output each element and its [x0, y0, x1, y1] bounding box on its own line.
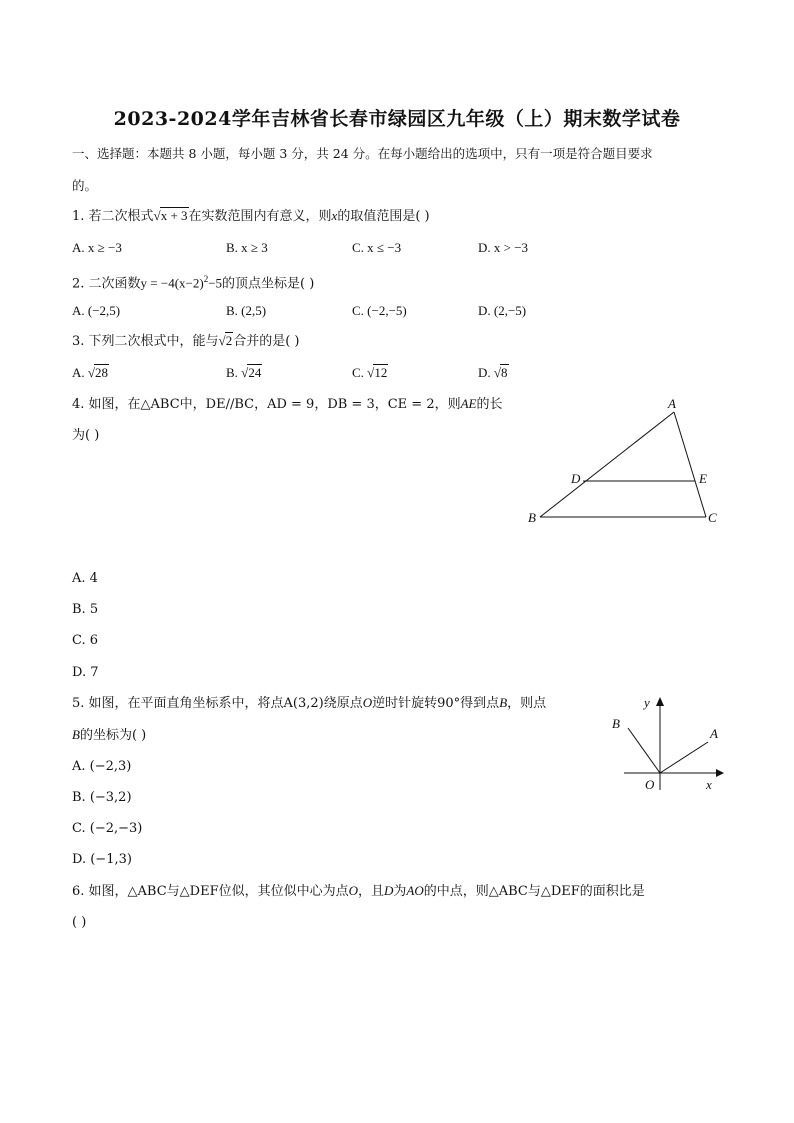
q2-option-d[interactable]: D. (2,−5) — [478, 303, 527, 318]
page-title: 2023-2024学年吉林省长春市绿园区九年级（上）期末数学试卷 — [113, 108, 681, 130]
q3-option-b-sqrt: √24 — [241, 365, 262, 380]
q5-text-pre: 5. 如图，在平面直角坐标系中，将点A(3,2)绕原点 — [72, 696, 363, 711]
q2-expr-end: −5 — [208, 275, 223, 291]
question-6-cont: ( ) — [72, 915, 87, 930]
q3-option-b-radicand: 24 — [248, 365, 262, 380]
q6-text-end: 的中点，则△ABC与△DEF的面积比是 — [423, 884, 645, 899]
segment-ob — [628, 728, 660, 773]
q1-var: x — [331, 208, 338, 223]
label-e: E — [699, 471, 707, 486]
question-6 — [72, 882, 645, 901]
q3-option-b[interactable] — [226, 364, 262, 382]
q1-text-mid: 在实数范围内有意义，则 — [188, 209, 332, 224]
q3-option-c-label: C. — [352, 365, 364, 380]
q3-text-pre: 3. 下列二次根式中，能与 — [72, 334, 219, 349]
q4-triangle-figure — [520, 392, 730, 532]
q4-option-d[interactable]: D. 7 — [72, 665, 99, 680]
q5-o: O — [362, 695, 373, 710]
q1-text-end: 的取值范围是( ) — [337, 209, 430, 224]
q2-text-pre: 2. 二次函数 — [72, 276, 141, 292]
q6-ao: AO — [406, 883, 424, 898]
question-4 — [72, 395, 503, 414]
q3-option-a-label: A. — [72, 365, 85, 380]
q3-option-d-radicand: 8 — [501, 365, 508, 380]
q1-radicand: x + 3 — [160, 208, 188, 223]
label-b: B — [612, 716, 620, 731]
q2-option-a[interactable]: A. (−2,5) — [72, 303, 121, 318]
label-d: D — [571, 471, 581, 486]
segment-oa — [660, 742, 708, 773]
q3-option-d-label: D. — [478, 365, 491, 380]
q3-option-b-label: B. — [226, 365, 238, 380]
q5-option-d[interactable]: D. (−1,3) — [72, 852, 132, 867]
q6-text-mid2: 为 — [393, 884, 407, 899]
q3-option-c-sqrt: √12 — [367, 365, 388, 380]
q1-text-pre: 1. 若二次根式 — [72, 209, 154, 224]
segment-ab — [540, 412, 674, 517]
q1-option-c[interactable]: C. x ≤ −3 — [352, 240, 402, 255]
q3-option-c-radicand: 12 — [374, 365, 388, 380]
q5-b: B — [499, 695, 508, 710]
question-5 — [72, 694, 546, 713]
question-2 — [72, 270, 314, 293]
q3-option-a[interactable] — [72, 364, 109, 382]
q5-text-end: ，则点 — [507, 696, 547, 711]
q5-text2: 的坐标为( ) — [79, 728, 147, 743]
q4-text: 4. 如图，在△ABC中，DE//BC，AD = 9，DB = 3，CE = 2，则 — [72, 397, 461, 412]
label-y: y — [644, 695, 650, 710]
q4-option-c[interactable]: C. 6 — [72, 633, 99, 648]
q3-radicand: 2 — [225, 333, 233, 348]
label-a: A — [668, 396, 676, 411]
section-heading: 一、选择题：本题共 8 小题，每小题 3 分，共 24 分。在每小题给出的选项中，只有一项是符合题目要求 — [72, 146, 653, 161]
q3-option-c[interactable] — [352, 364, 388, 382]
q1-option-a[interactable]: A. x ≥ −3 — [72, 240, 122, 255]
q4-text-end: 的长 — [476, 397, 503, 412]
label-o: O — [645, 777, 655, 792]
q2-expr: y = −4(x−2) — [140, 275, 204, 291]
q3-text-end: 合并的是( ) — [233, 334, 300, 349]
q3-sqrt: √2 — [218, 333, 233, 348]
x-axis-arrow — [716, 769, 724, 777]
q3-option-a-sqrt: √28 — [87, 365, 109, 380]
q5-option-a[interactable]: A. (−2,3) — [72, 759, 132, 774]
q4-ae: AE — [460, 396, 477, 411]
label-b: B — [528, 510, 536, 525]
q5-coordinate-figure — [600, 690, 730, 795]
q5-option-b[interactable]: B. (−3,2) — [72, 790, 132, 805]
q6-text-pre: 6. 如图，△ABC与△DEF位似，其位似中心为点 — [72, 884, 349, 899]
q5-text-mid: 逆时针旋转90°得到点 — [372, 696, 500, 711]
q2-option-b[interactable]: B. (2,5) — [226, 303, 267, 318]
q1-sqrt: √x + 3 — [153, 208, 188, 223]
label-a: A — [710, 726, 718, 741]
q2-text-end: 的顶点坐标是( ) — [222, 276, 315, 292]
y-axis-arrow — [656, 697, 664, 706]
q3-option-d[interactable] — [478, 364, 509, 382]
question-4-cont: 为( ) — [72, 428, 100, 443]
q3-option-a-radicand: 28 — [95, 365, 109, 380]
q5-b2: B — [72, 727, 80, 742]
q5-option-c[interactable]: C. (−2,−3) — [72, 821, 143, 836]
label-x: x — [706, 777, 712, 792]
q6-o: O — [348, 883, 358, 898]
question-5-cont — [72, 726, 146, 745]
question-1 — [72, 207, 430, 226]
q4-option-a[interactable]: A. 4 — [72, 571, 98, 586]
q1-option-d[interactable]: D. x > −3 — [478, 240, 529, 255]
q3-option-d-sqrt: √8 — [493, 365, 508, 380]
q4-option-b[interactable]: B. 5 — [72, 602, 99, 617]
segment-ac — [674, 412, 706, 517]
section-heading-cont: 的。 — [72, 178, 98, 193]
q1-option-b[interactable]: B. x ≥ 3 — [226, 240, 268, 255]
question-3 — [72, 332, 299, 351]
q6-d: D — [384, 883, 394, 898]
label-c: C — [708, 510, 717, 525]
q2-exponent: 2 — [203, 274, 209, 284]
q2-option-c[interactable]: C. (−2,−5) — [352, 303, 407, 318]
q6-text-mid: ，且 — [357, 884, 384, 899]
